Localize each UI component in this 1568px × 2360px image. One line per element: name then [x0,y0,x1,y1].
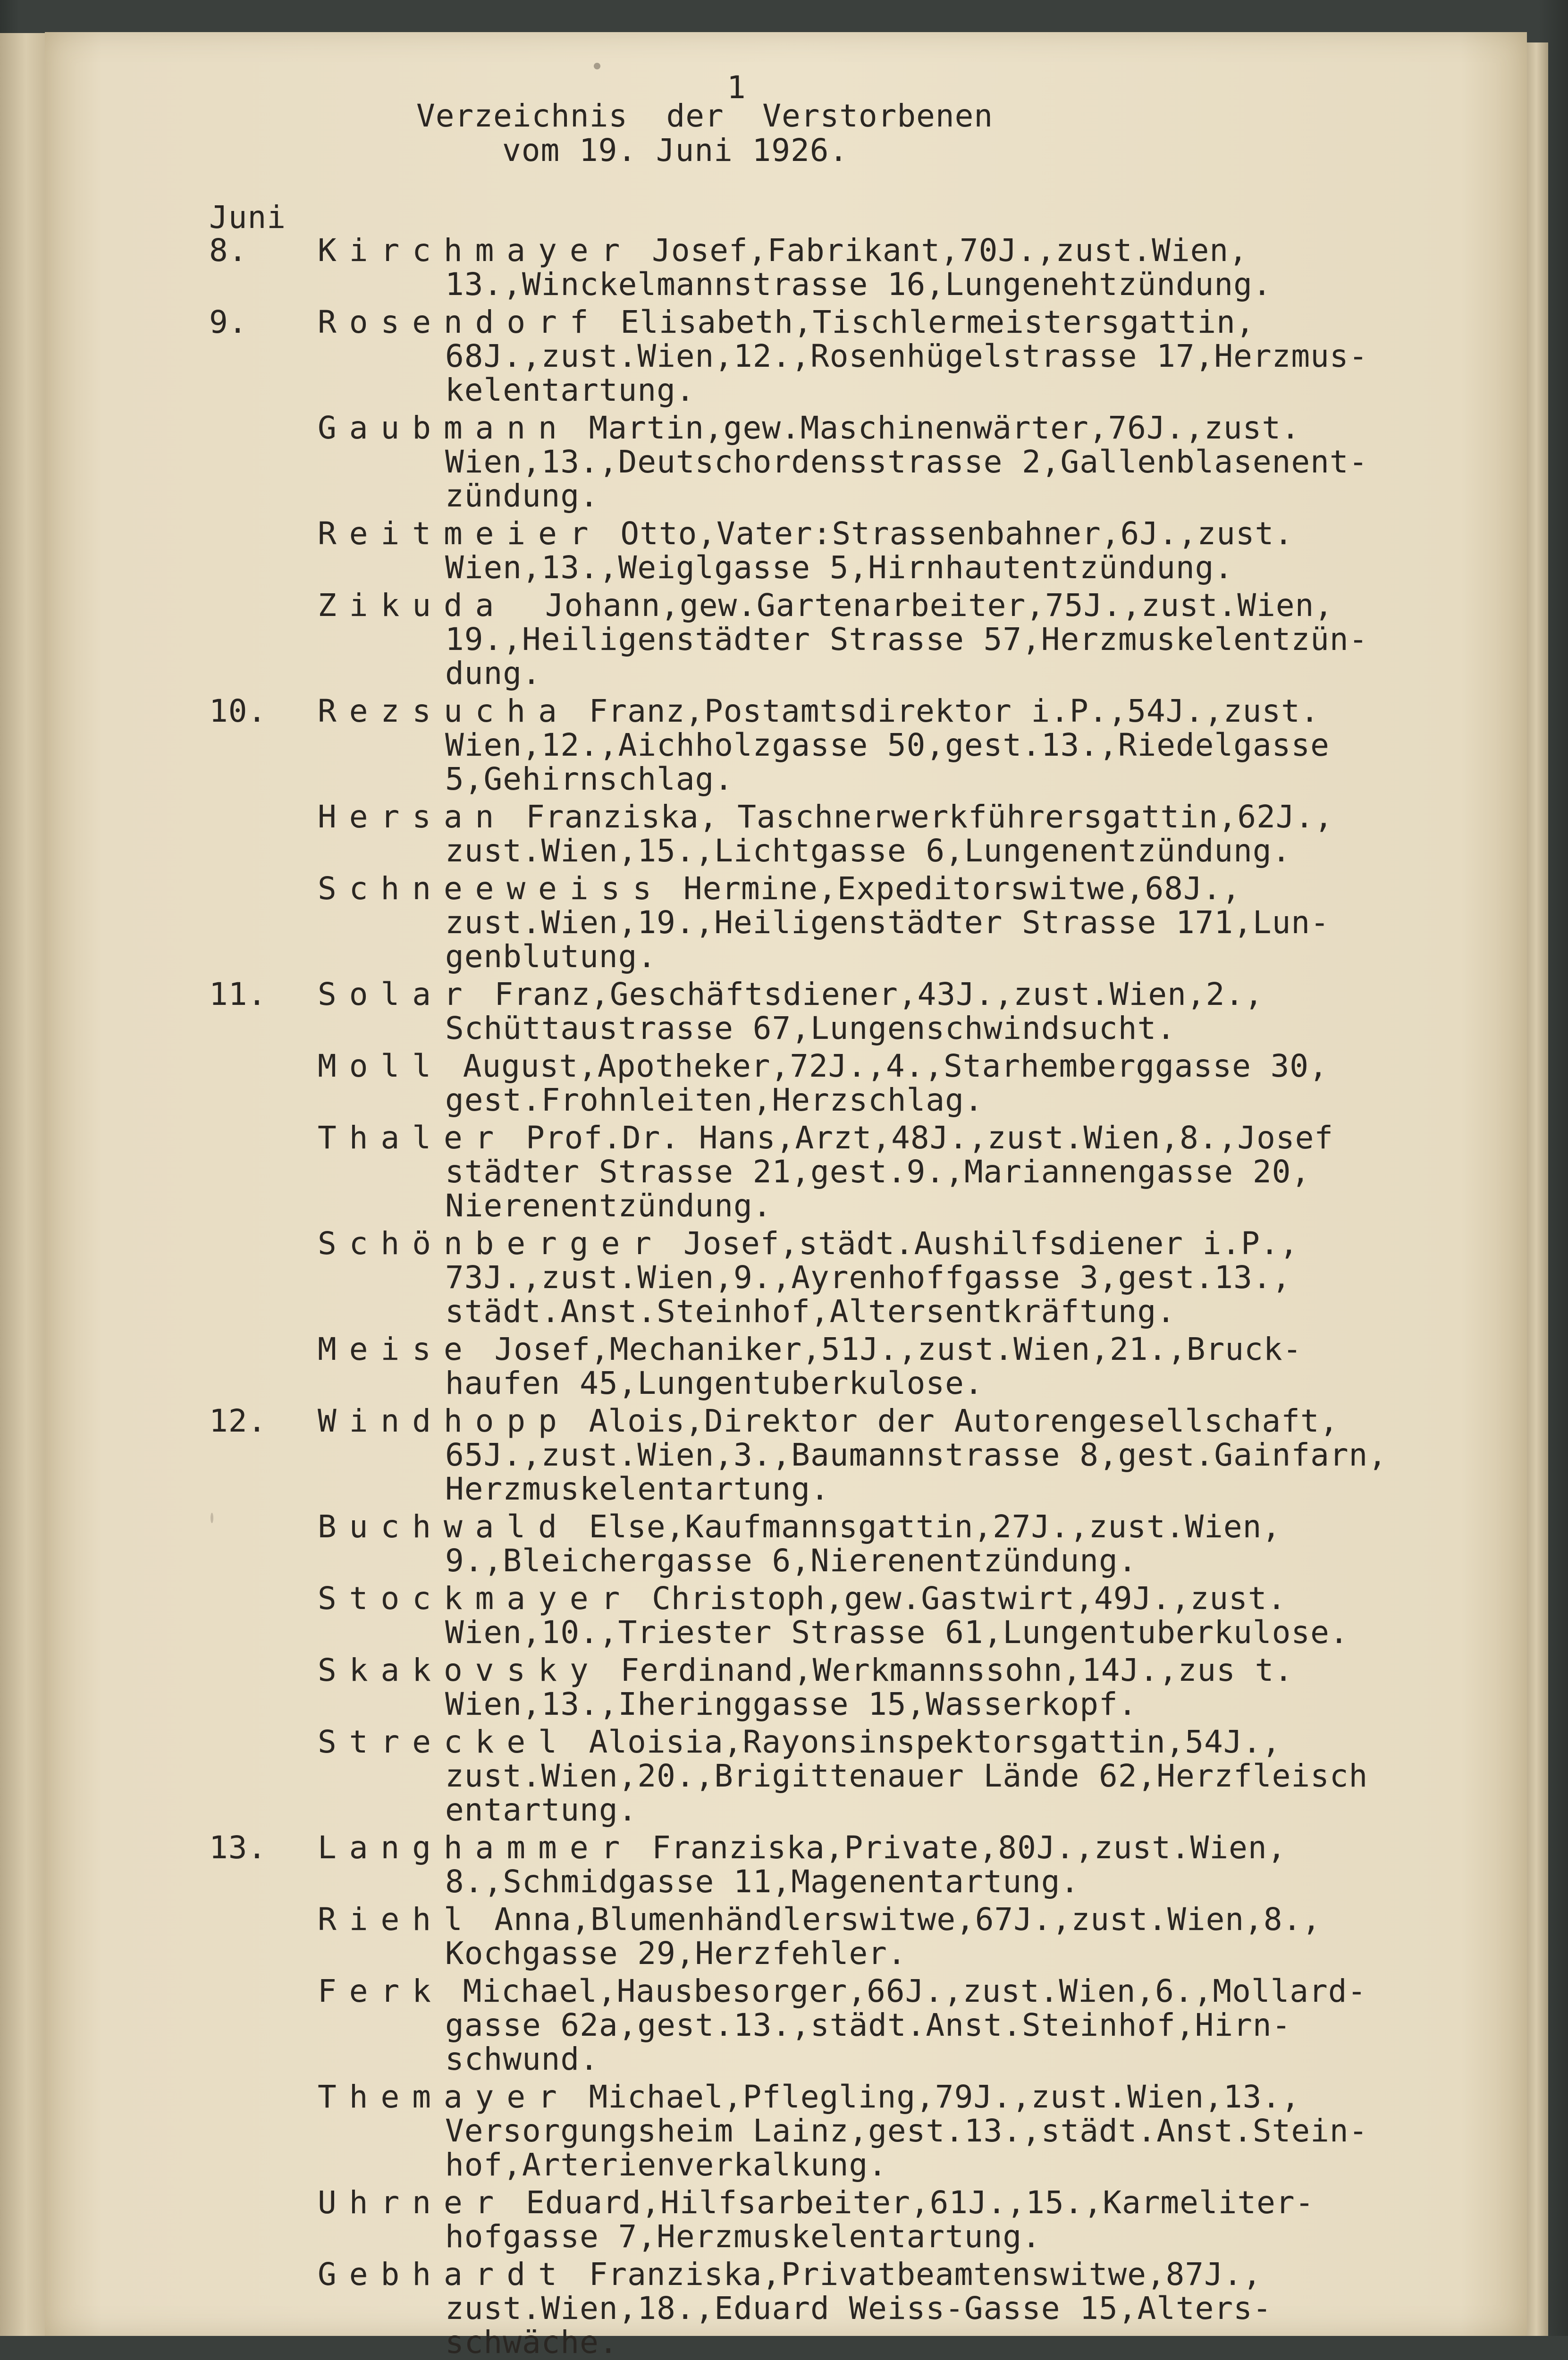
entry-continuation-line: Kochgasse 29,Herzfehler. [445,1935,907,1972]
entry-first-line [318,1831,1484,1865]
entry-day-blank [209,517,318,585]
deceased-surname: Gebhardt [318,2256,570,2293]
entry-continuation-line: Nierenentzündung. [445,1188,772,1224]
entry-day-blank [209,872,318,974]
register-entry [209,800,1484,868]
death-register-list [209,234,1484,2360]
entry-continuation-line: dung. [445,655,541,691]
entry-continuation-line: Versorgungsheim Lainz,gest.13.,städt.Anst.Stein- [445,2113,1368,2149]
entry-continuation-line: schwund. [445,2041,599,2077]
entry-details: August,Apotheker,72J.,4.,Starhemberggasse 30, [443,1048,1328,1084]
entry-day: 13. [209,1829,267,1866]
entry-continuation-line: 5,Gehirnschlag. [445,761,734,797]
entry-first-line [318,872,1484,906]
entry-details: Prof.Dr. Hans,Arzt,48J.,zust.Wien,8.,Josef [506,1120,1334,1156]
entry-day: 12. [209,1403,267,1439]
deceased-surname: Stockmayer [318,1580,633,1617]
deceased-surname: Zikuda [318,587,507,624]
entry-details: Otto,Vater:Strassenbahner,6J.,zust. [601,515,1294,552]
entry-day-blank [209,1227,318,1329]
entry-day: 8. [209,232,248,269]
entry-continuation-line: entartung. [445,1792,638,1828]
entry-continuation-line: städt.Anst.Steinhof,Altersentkräftung. [445,1293,1176,1330]
entry-text [318,1653,1484,1721]
entry-details: Michael,Pflegling,79J.,zust.Wien,13., [569,2079,1300,2115]
entry-day-blank [209,2186,318,2254]
entry-continuation-line: hofgasse 7,Herzmuskelentartung. [445,2218,1041,2255]
register-entry [209,305,1484,407]
day-group [209,305,1484,694]
entry-text [318,1582,1484,1650]
entry-text [318,411,1484,513]
entry-continuation-line: Wien,13.,Deutschordensstrasse 2,Gallenblasenent- [445,444,1368,480]
entry-first-line [318,1121,1484,1155]
entry-first-line [318,305,1484,339]
entry-first-line [318,234,1484,268]
deceased-surname: Uhrner [318,2184,507,2221]
entry-continuation-line: zust.Wien,18.,Eduard Weiss-Gasse 15,Alters- [445,2290,1272,2326]
month-label: Juni [209,199,286,236]
entry-text [318,1404,1484,1506]
entry-first-line [318,2186,1484,2220]
register-entry [209,1510,1484,1578]
entry-details: Eduard,Hilfsarbeiter,61J.,15.,Karmeliter- [506,2184,1315,2221]
entry-day-blank [209,2080,318,2182]
entry-first-line [318,1332,1484,1366]
entry-text [318,1831,1484,1899]
deceased-surname: Meise [318,1331,475,1367]
ink-speck [211,1513,213,1523]
deceased-surname: Skakovsky [318,1652,601,1688]
register-entry [209,1227,1484,1329]
entry-day-blank [209,1903,318,1971]
entry-details: Josef,Fabrikant,70J.,zust.Wien, [632,232,1248,269]
entry-details: Franz,Geschäftsdiener,43J.,zust.Wien,2., [475,976,1264,1012]
entry-continuation-line: genblutung. [445,938,657,975]
deceased-surname: Gaubmann [318,410,570,446]
register-entry [209,2258,1484,2360]
entry-continuation-line: Wien,13.,Weiglgasse 5,Hirnhautentzündung. [445,549,1234,586]
entry-first-line [318,589,1484,623]
register-entry [209,1121,1484,1223]
entry-continuation-line: kelentartung. [445,372,695,408]
entry-continuation-line: haufen 45,Lungentuberkulose. [445,1365,984,1401]
register-entry [209,1049,1484,1117]
register-entry [209,872,1484,974]
entry-continuation-line: Wien,12.,Aichholzgasse 50,gest.13.,Riedelgasse [445,727,1330,763]
register-entry [209,1725,1484,1827]
entry-details: Christoph,gew.Gastwirt,49J.,zust. [632,1580,1287,1617]
entry-day: 9. [209,304,248,340]
entry-continuation-line: 68J.,zust.Wien,12.,Rosenhügelstrasse 17,Herzmus- [445,338,1368,374]
entry-text [318,2080,1484,2182]
register-entry [209,1582,1484,1650]
entry-continuation-line: gest.Frohnleiten,Herzschlag. [445,1082,984,1118]
entry-continuation-line: 13.,Winckelmannstrasse 16,Lungenehtzündung. [445,266,1272,303]
register-entry [209,1404,1484,1506]
entry-text [318,517,1484,585]
entry-day-blank [209,1653,318,1721]
previous-page-edge [0,33,46,2336]
entry-first-line [318,1049,1484,1083]
entry-continuation-line: zust.Wien,20.,Brigittenauer Lände 62,Herzfleisch [445,1758,1368,1794]
deceased-surname: Themayer [318,2079,570,2115]
entry-text [318,1121,1484,1223]
entry-details: Josef,städt.Aushilfsdiener i.P., [664,1225,1299,1262]
entry-text [318,1974,1484,2076]
entry-details: Franziska,Private,80J.,zust.Wien, [632,1829,1287,1866]
entry-day-blank [209,1121,318,1223]
entry-details: Elisabeth,Tischlermeistersgattin, [601,304,1255,340]
deceased-surname: Thaler [318,1120,507,1156]
entry-text [318,800,1484,868]
deceased-surname: Moll [318,1048,444,1084]
entry-text [318,1725,1484,1827]
day-group [209,234,1484,305]
deceased-surname: Solar [318,976,475,1012]
entry-continuation-line: gasse 62a,gest.13.,städt.Anst.Steinhof,Hirn- [445,2007,1291,2043]
entry-text [318,2186,1484,2254]
entry-continuation-line: städter Strasse 21,gest.9.,Mariannengasse 20, [445,1154,1311,1190]
entry-text [318,1049,1484,1117]
entry-continuation-line: 65J.,zust.Wien,3.,Baumannstrasse 8,gest.Gainfarn, [445,1437,1388,1473]
entry-day-blank [209,411,318,513]
entry-continuation-line: schwäche. [445,2324,618,2360]
page-number: 1 [727,69,746,106]
register-entry [209,589,1484,691]
entry-details: Franz,Postamtsdirektor i.P.,54J.,zust. [569,693,1320,729]
entry-continuation-line: 19.,Heiligenstädter Strasse 57,Herzmuskelentzün- [445,621,1368,657]
entry-first-line [318,694,1484,728]
entry-text [318,234,1484,302]
entry-details: Franziska, Taschnerwerkführersgattin,62J., [506,799,1334,835]
entry-details: Aloisia,Rayonsinspektorsgattin,54J., [569,1724,1281,1760]
entry-details: Franziska,Privatbeamtenswitwe,87J., [569,2256,1262,2293]
entry-first-line [318,1582,1484,1616]
entry-text [318,1332,1484,1400]
entry-day-blank [209,1049,318,1117]
entry-continuation-line: Wien,10.,Triester Strasse 61,Lungentuberkulose. [445,1614,1349,1651]
entry-continuation-line: zündung. [445,478,599,514]
day-group [209,1831,1484,2360]
entry-text [318,1510,1484,1578]
day-group [209,978,1484,1404]
deceased-surname: Streckel [318,1724,570,1760]
entry-day: 10. [209,693,267,729]
entry-continuation-line: zust.Wien,15.,Lichtgasse 6,Lungenentzündung. [445,833,1291,869]
page-stack-edge [1527,42,1548,2336]
entry-details: Ferdinand,Werkmannssohn,14J.,zus t. [601,1652,1294,1688]
entry-first-line [318,2258,1484,2292]
register-entry [209,694,1484,796]
entry-day: 11. [209,976,267,1012]
entry-day-blank [209,1332,318,1400]
entry-first-line [318,978,1484,1011]
entry-text [318,1227,1484,1329]
entry-day-blank [209,1974,318,2076]
register-entry [209,1332,1484,1400]
entry-continuation-line: 8.,Schmidgasse 11,Magenentartung. [445,1863,1080,1900]
entry-first-line [318,1510,1484,1544]
entry-continuation-line: Schüttaustrasse 67,Lungenschwindsucht. [445,1010,1176,1046]
entry-continuation-line: hof,Arterienverkalkung. [445,2147,887,2183]
entry-text [318,589,1484,691]
register-entry [209,2186,1484,2254]
day-group [209,1404,1484,1831]
entry-text [318,694,1484,796]
entry-first-line [318,411,1484,445]
deceased-surname: Rosendorf [318,304,601,340]
register-entry [209,978,1484,1045]
entry-details: Michael,Hausbesorger,66J.,zust.Wien,6.,Mollard- [443,1973,1367,2009]
entry-details: Else,Kaufmannsgattin,27J.,zust.Wien, [569,1509,1281,1545]
entry-continuation-line: zust.Wien,19.,Heiligenstädter Strasse 171,Lun- [445,904,1330,941]
register-entry [209,1831,1484,1899]
entry-continuation-line: Herzmuskelentartung. [445,1471,830,1507]
entry-text [318,305,1484,407]
deceased-surname: Langhammer [318,1829,633,1866]
register-entry [209,517,1484,585]
ink-speck [594,63,600,69]
entry-day-blank [209,589,318,691]
entry-details: Anna,Blumenhändlerswitwe,67J.,zust.Wien,8., [475,1901,1322,1938]
deceased-surname: Hersan [318,799,507,835]
entry-continuation-line: 73J.,zust.Wien,9.,Ayrenhoffgasse 3,gest.13., [445,1259,1291,1296]
entry-day-blank [209,2258,318,2360]
entry-day-blank [209,1582,318,1650]
entry-text [318,2258,1484,2360]
register-entry [209,1903,1484,1971]
deceased-surname: Ferk [318,1973,444,2009]
deceased-surname: Riehl [318,1901,475,1938]
register-entry [209,234,1484,302]
register-entry [209,411,1484,513]
entry-day-blank [209,800,318,868]
deceased-surname: Windhopp [318,1403,570,1439]
register-entry [209,1653,1484,1721]
entry-details: Johann,gew.Gartenarbeiter,75J.,zust.Wien, [506,587,1334,624]
entry-day-blank [209,1510,318,1578]
entry-details: Martin,gew.Maschinenwärter,76J.,zust. [569,410,1300,446]
entry-first-line [318,2080,1484,2114]
deceased-surname: Reitmeier [318,515,601,552]
deceased-surname: Schneeweiss [318,870,665,907]
document-title: Verzeichnis der Verstorbenen [416,98,994,134]
entry-details: Josef,Mechaniker,51J.,zust.Wien,21.,Bruck- [475,1331,1302,1367]
entry-text [318,872,1484,974]
entry-continuation-line: Wien,13.,Iheringgasse 15,Wasserkopf. [445,1686,1138,1722]
entry-first-line [318,1725,1484,1759]
entry-first-line [318,1974,1484,2008]
deceased-surname: Buchwald [318,1509,570,1545]
deceased-surname: Rezsucha [318,693,570,729]
register-entry [209,2080,1484,2182]
entry-first-line [318,1653,1484,1687]
entry-details: Hermine,Expeditorswitwe,68J., [664,870,1241,907]
entry-day-blank [209,1725,318,1827]
document-date: vom 19. Juni 1926. [502,132,849,169]
register-entry [209,1974,1484,2076]
deceased-surname: Kirchmayer [318,232,633,269]
entry-first-line [318,1404,1484,1438]
day-group [209,694,1484,978]
entry-text [318,978,1484,1045]
entry-first-line [318,1903,1484,1937]
entry-details: Alois,Direktor der Autorengesellschaft, [569,1403,1339,1439]
entry-first-line [318,517,1484,551]
entry-first-line [318,1227,1484,1261]
entry-text [318,1903,1484,1971]
entry-continuation-line: 9.,Bleichergasse 6,Nierenentzündung. [445,1542,1138,1579]
deceased-surname: Schönberger [318,1225,665,1262]
entry-first-line [318,800,1484,834]
